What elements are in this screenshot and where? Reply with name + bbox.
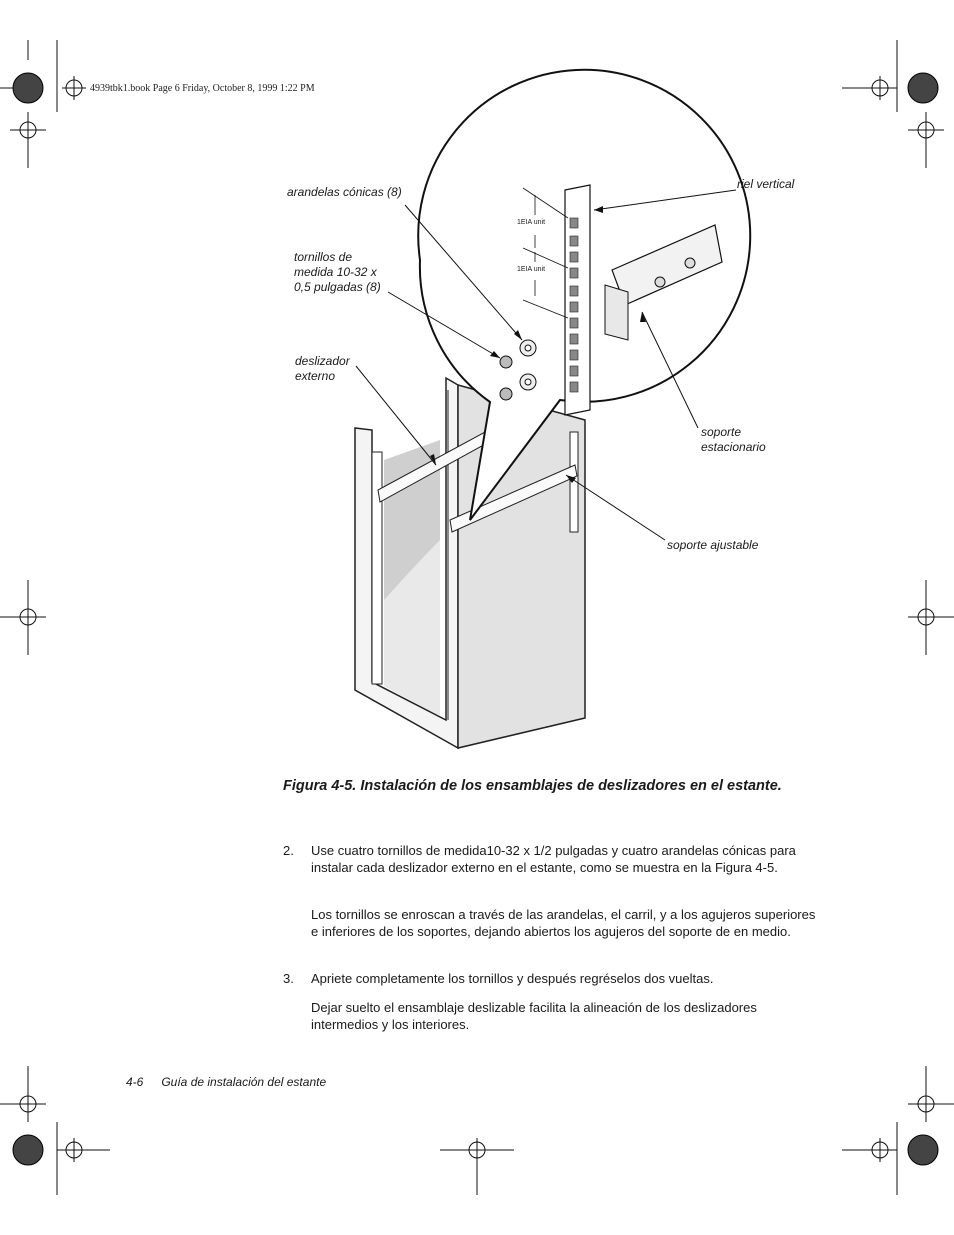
step-text: Apriete completamente los tornillos y después regréselos dos vueltas. xyxy=(311,971,714,986)
step-item xyxy=(283,970,823,987)
step-number: 3. xyxy=(283,971,294,986)
step-number: 2. xyxy=(283,843,294,858)
step-note: Dejar suelto el ensamblaje deslizable facilita la alineación de los deslizadores intermedios y los interiores. xyxy=(311,1000,757,1032)
label-conical-washers: arandelas cónicas (8) xyxy=(287,185,402,199)
label-stationary-bracket: soporte estacionario xyxy=(701,425,766,454)
book-title: Guía de instalación del estante xyxy=(161,1075,327,1089)
label-outer-slide: deslizador externo xyxy=(295,354,350,383)
step-item xyxy=(283,842,823,876)
rack-cabinet xyxy=(355,378,585,748)
label-adjustable-bracket: soporte ajustable xyxy=(667,538,759,552)
vertical-rail xyxy=(565,185,590,415)
figure-caption: Figura 4-5. Instalación de los ensamblajes de deslizadores en el estante. xyxy=(283,778,782,794)
screw-icon xyxy=(500,388,512,400)
page-number: 4-6 xyxy=(126,1075,144,1089)
file-info: 4939tbk1.book Page 6 Friday, October 8, 1999 1:22 PM xyxy=(90,83,315,94)
step-text: Use cuatro tornillos de medida10-32 x 1/2 pulgadas y cuatro arandelas cónicas para instalar cada deslizador externo en el estante, como se muestra en la Figura 4-5. xyxy=(311,843,796,875)
label-screws: tornillos de medida 10-32 x 0,5 pulgadas (8) xyxy=(294,250,381,294)
label-eia-unit: 1EIA unit xyxy=(517,219,546,226)
step-note: Los tornillos se enroscan a través de las arandelas, el carril, y a los agujeros superiores e inferiores de los soportes, dejando abiertos los agujeros del soporte de en medio. xyxy=(311,907,816,939)
bracket-bolt-icon xyxy=(655,277,665,287)
screw-icon xyxy=(500,356,512,368)
bracket-flange xyxy=(605,285,628,340)
label-eia-unit: 1EIA unit xyxy=(517,266,546,273)
bracket-bolt-icon xyxy=(685,258,695,268)
label-vertical-rail: riel vertical xyxy=(737,177,795,191)
page-footer xyxy=(126,1075,326,1089)
